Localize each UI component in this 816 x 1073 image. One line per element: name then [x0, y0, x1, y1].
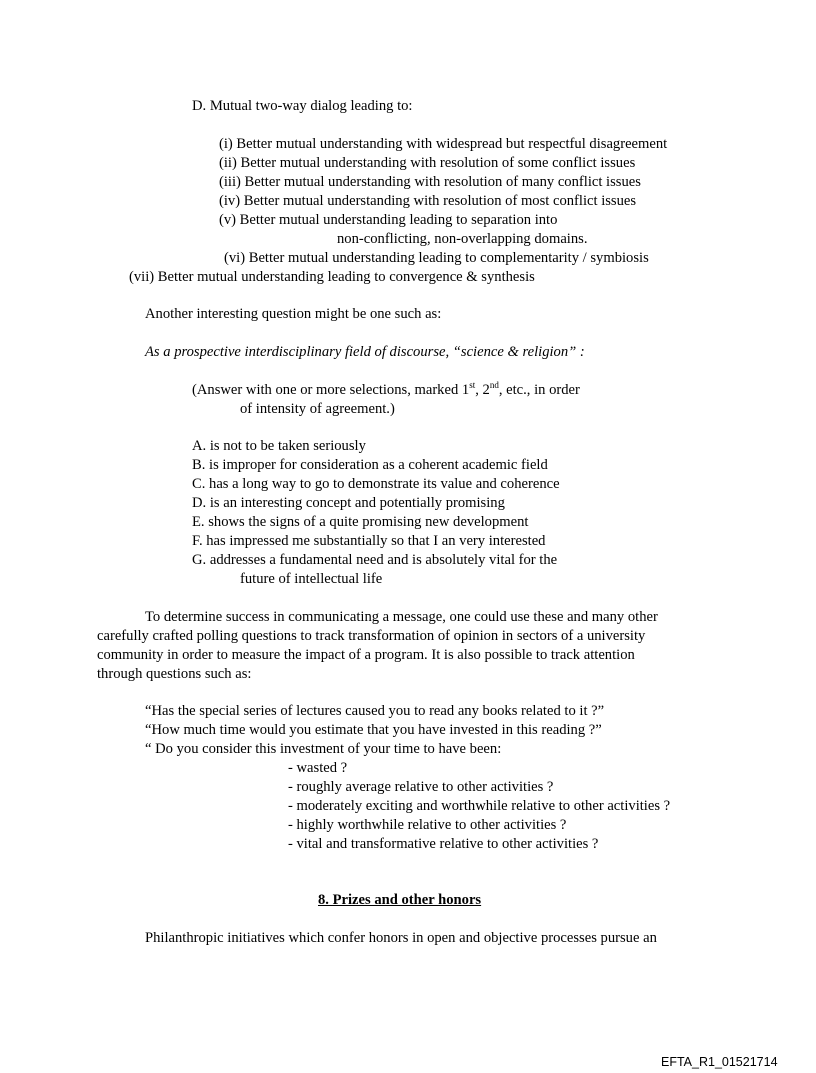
paragraph-line: To determine success in communicating a message, one could use these and many other: [145, 609, 658, 625]
paragraph-line: carefully crafted polling questions to track transformation of opinion in sectors of a university: [97, 628, 646, 644]
question-option: F. has impressed me substantially so that I an very interested: [192, 533, 546, 549]
instruction-text: , 2: [475, 382, 490, 398]
dialog-heading: D. Mutual two-way dialog leading to:: [192, 98, 413, 114]
superscript-nd: nd: [489, 380, 499, 390]
paragraph-line: community in order to measure the impact of a program. It is also possible to track attention: [97, 647, 635, 663]
attention-quote: “How much time would you estimate that you have invested in this reading ?”: [145, 722, 602, 738]
question-option-continuation: future of intellectual life: [240, 571, 383, 587]
attention-answer: - vital and transformative relative to other activities ?: [288, 836, 599, 852]
dialog-item: (ii) Better mutual understanding with resolution of some conflict issues: [219, 155, 636, 171]
dialog-item: (iii) Better mutual understanding with resolution of many conflict issues: [219, 174, 641, 190]
instruction-text: , etc., in order: [498, 382, 580, 398]
question-intro: Another interesting question might be one such as:: [145, 306, 442, 322]
question-option: B. is improper for consideration as a coherent academic field: [192, 457, 548, 473]
paragraph-line: through questions such as:: [97, 666, 252, 682]
dialog-item: (iv) Better mutual understanding with resolution of most conflict issues: [219, 193, 637, 209]
attention-quote: “ Do you consider this investment of your time to have been:: [145, 741, 502, 757]
section-heading: 8. Prizes and other honors: [318, 892, 482, 908]
dialog-item: (i) Better mutual understanding with widespread but respectful disagreement: [219, 136, 668, 152]
question-prompt: As a prospective interdisciplinary field of discourse, “science & religion” :: [145, 344, 585, 360]
document-id: EFTA_R1_01521714: [661, 1055, 778, 1069]
attention-answer: - moderately exciting and worthwhile relative to other activities ?: [288, 798, 671, 814]
attention-answer: - roughly average relative to other activities ?: [288, 779, 554, 795]
question-option: C. has a long way to go to demonstrate its value and coherence: [192, 476, 560, 492]
dialog-item: (vii) Better mutual understanding leading to convergence & synthesis: [129, 269, 535, 285]
instruction-text: (Answer with one or more selections, marked 1: [192, 382, 470, 398]
attention-quote: “Has the special series of lectures caused you to read any books related to it ?”: [145, 703, 605, 719]
attention-answer: - highly worthwhile relative to other activities ?: [288, 817, 567, 833]
dialog-item: (vi) Better mutual understanding leading to complementarity / symbiosis: [224, 250, 649, 266]
question-option: G. addresses a fundamental need and is absolutely vital for the: [192, 552, 558, 568]
dialog-item-continuation: non-conflicting, non-overlapping domains.: [337, 231, 588, 247]
question-option: E. shows the signs of a quite promising new development: [192, 514, 529, 530]
question-instruction-continuation: of intensity of agreement.): [240, 401, 395, 417]
question-option: A. is not to be taken seriously: [192, 438, 366, 454]
superscript-st: st: [469, 380, 476, 390]
dialog-item: (v) Better mutual understanding leading to separation into: [219, 212, 558, 228]
section-first-line: Philanthropic initiatives which confer honors in open and objective processes pursue an: [145, 930, 657, 946]
question-instruction: [192, 381, 580, 399]
question-option: D. is an interesting concept and potentially promising: [192, 495, 505, 511]
attention-answer: - wasted ?: [288, 760, 348, 776]
